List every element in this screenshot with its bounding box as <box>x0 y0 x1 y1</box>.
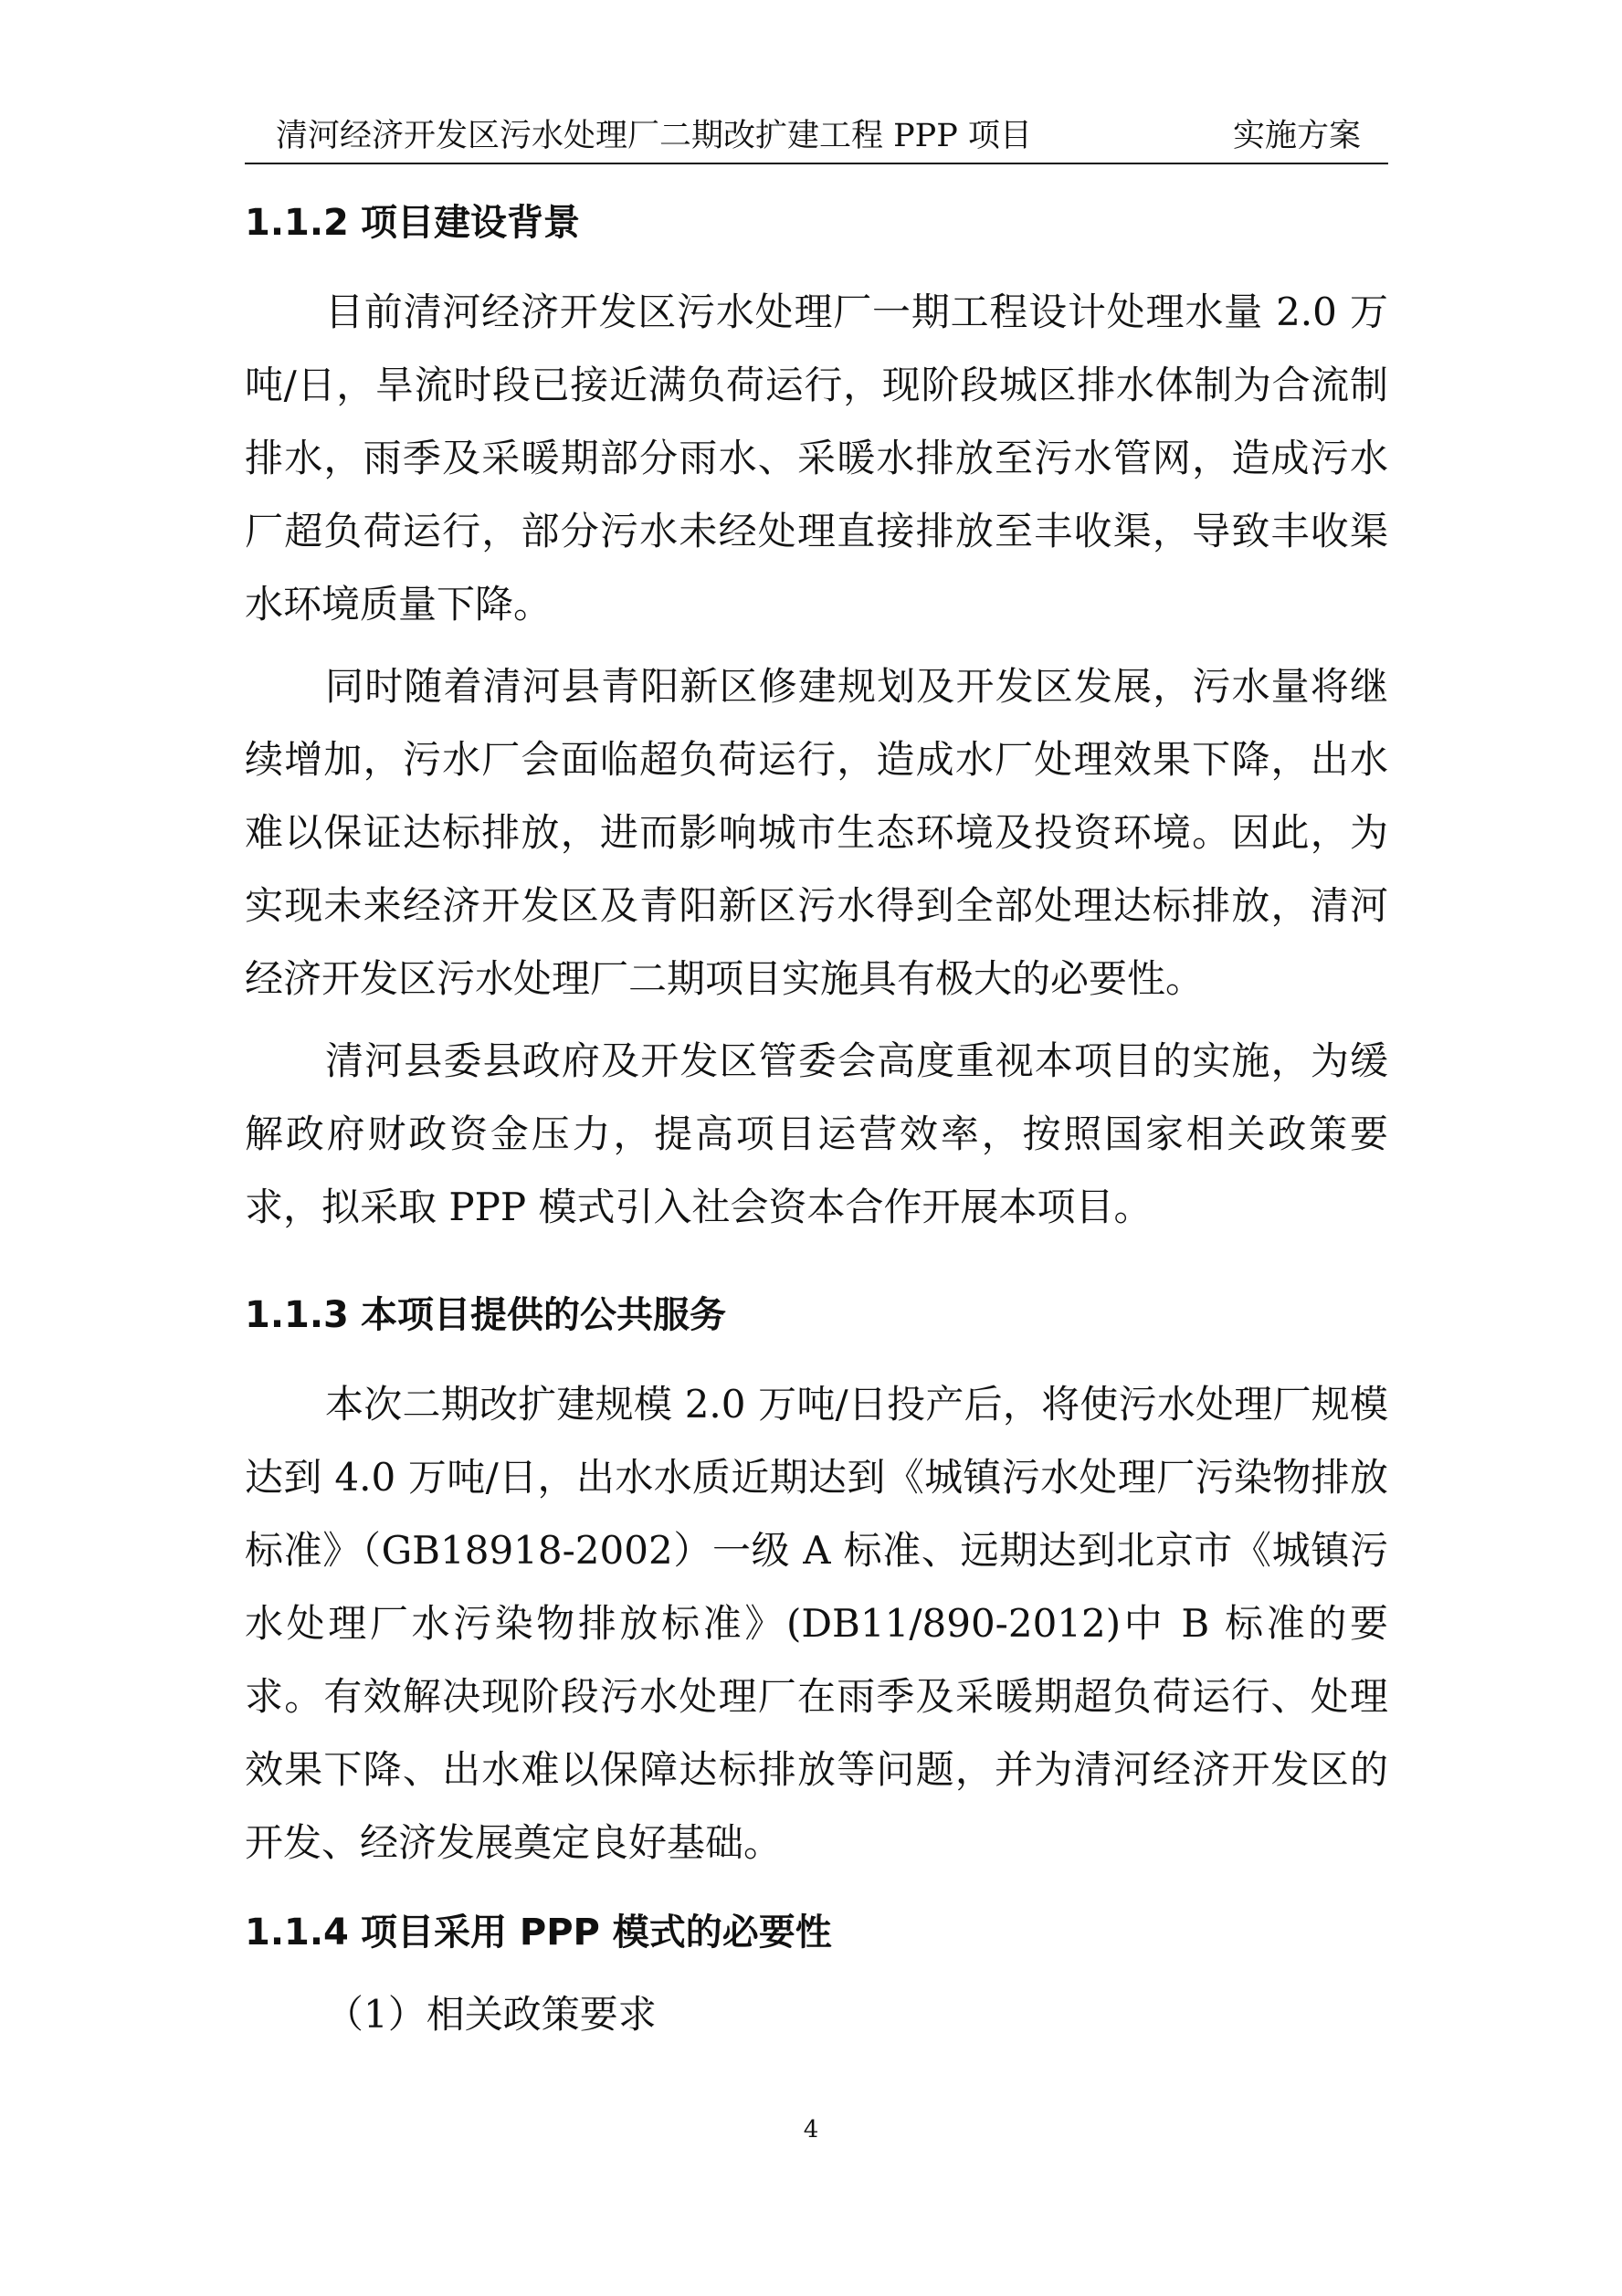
section-number: 1.1.2 <box>245 202 349 244</box>
section-title: 项目建设背景 <box>361 202 580 244</box>
header-project-title: 清河经济开发区污水处理厂二期改扩建工程 PPP 项目 <box>276 118 1032 154</box>
list-item: （1）相关政策要求 <box>325 1992 657 2037</box>
paragraph: 同时随着清河县青阳新区修建规划及开发区发展，污水量将继续增加，污水厂会面临超负荷运行，造成水厂处理效果下降，出水难以保证达标排放，进而影响城市生态环境及投资环境。因此，为实现未来经济开发区及青阳新区污水得到全部处理达标排放，清河经济开发区污水处理厂二期项目实施具有极大的必要性。 <box>245 664 1388 1001</box>
header-divider <box>245 163 1388 164</box>
page-header <box>245 113 1388 159</box>
section-heading-1-1-2 <box>245 195 580 250</box>
paragraph: 目前清河经济开发区污水处理厂一期工程设计处理水量 2.0 万吨/日，旱流时段已接近满负荷运行，现阶段城区排水体制为合流制排水，雨季及采暖期部分雨水、采暖水排放至污水管网，造成污水厂超负荷运行，部分污水未经处理直接排放至丰收渠，导致丰收渠水环境质量下降。 <box>245 290 1388 627</box>
paragraph: 清河县委县政府及开发区管委会高度重视本项目的实施，为缓解政府财政资金压力，提高项目运营效率，按照国家相关政策要求，拟采取 PPP 模式引入社会资本合作开展本项目。 <box>245 1038 1388 1229</box>
section-title: 本项目提供的公共服务 <box>361 1294 726 1336</box>
header-document-type: 实施方案 <box>1232 118 1361 154</box>
section-heading-1-1-3 <box>245 1288 726 1343</box>
section-heading-1-1-4 <box>245 1905 832 1960</box>
paragraph: 本次二期改扩建规模 2.0 万吨/日投产后，将使污水处理厂规模达到 4.0 万吨/日，出水水质近期达到《城镇污水处理厂污染物排放标准》（GB18918-2002）一级 A 标准、远期达到北京市《城镇污水处理厂水污染物排放标准》(DB11/890-2012)中 B 标准的要求。有效解决现阶段污水处理厂在雨季及采暖期超负荷运行、处理效果下降、出水难以保障达标排放等问题，并为清河经济开发区的开发、经济发展奠定良好基础。 <box>245 1382 1388 1865</box>
section-title: 项目采用 PPP 模式的必要性 <box>361 1912 832 1954</box>
section-number: 1.1.4 <box>245 1912 349 1954</box>
page-number: 4 <box>803 2116 819 2143</box>
section-number: 1.1.3 <box>245 1294 349 1336</box>
